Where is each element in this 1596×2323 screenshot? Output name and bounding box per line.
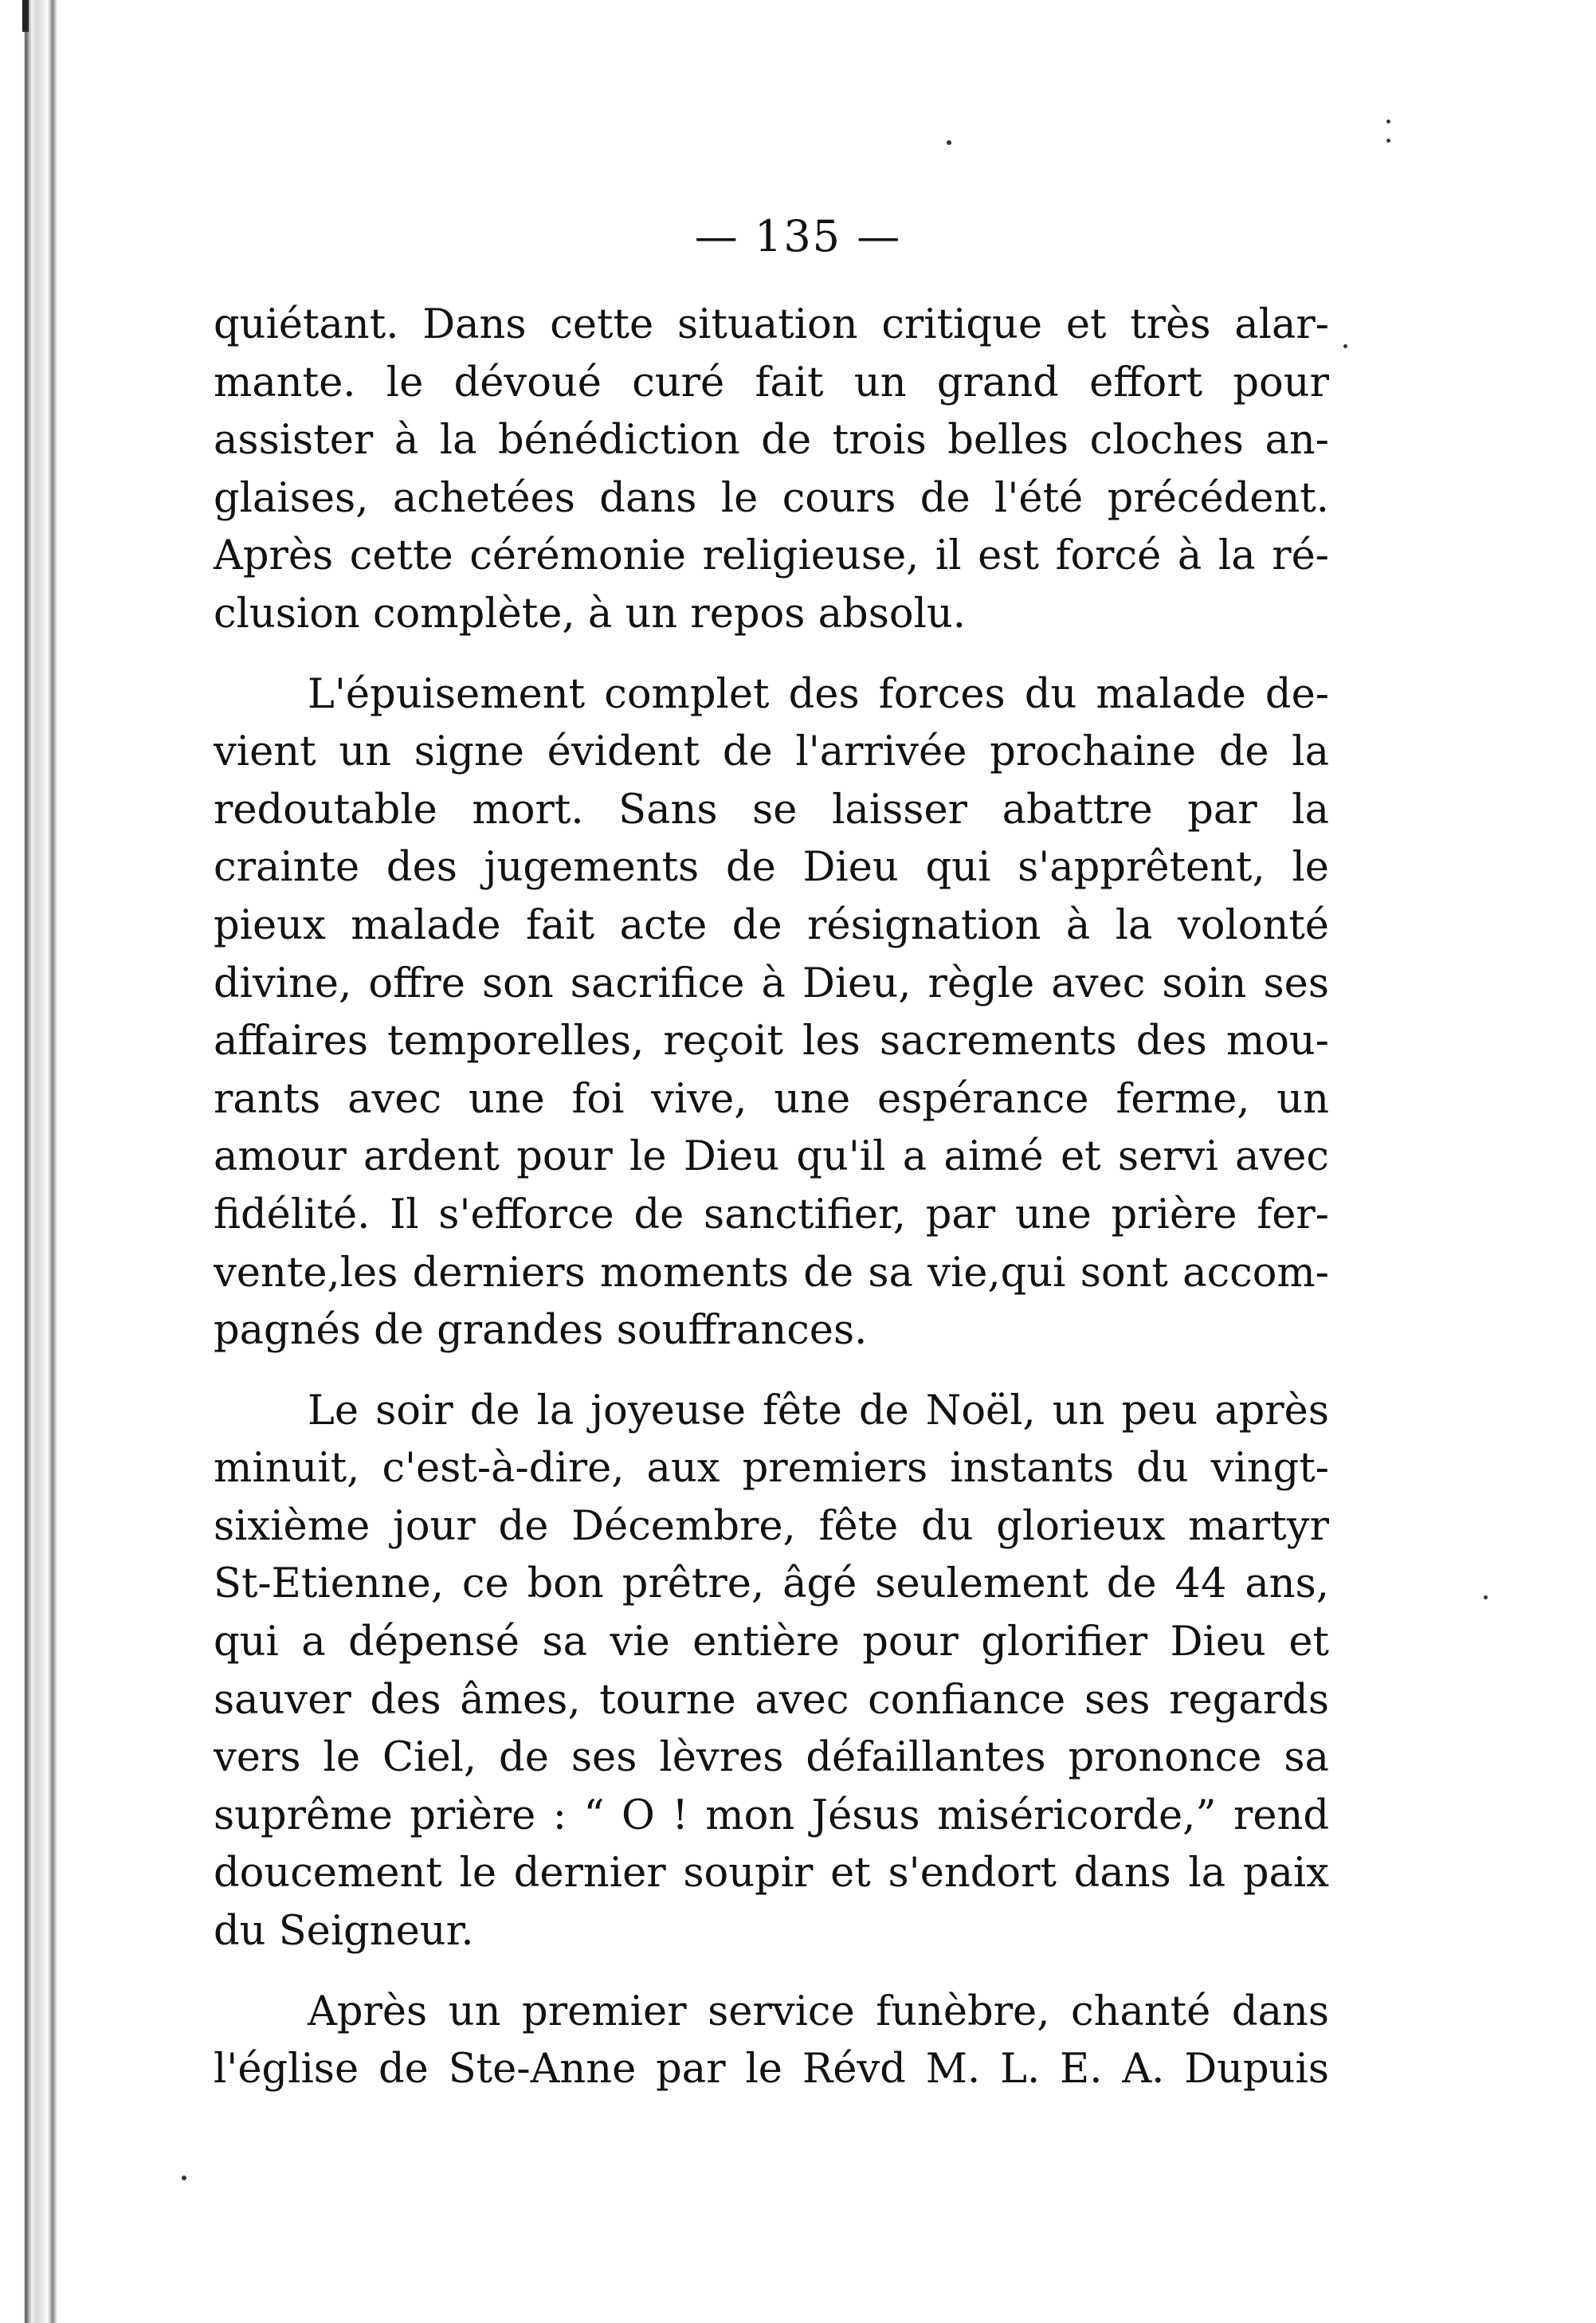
text-line: sauver des âmes, tourne avec confiance ses regards xyxy=(214,1676,1329,1724)
scan-speck xyxy=(1343,344,1347,348)
text-line: suprême prière : “ O ! mon Jésus miséricorde,” rend xyxy=(214,1791,1329,1839)
text-line: vente,les derniers moments de sa vie,qui sont accom- xyxy=(214,1249,1329,1297)
text-line: pieux malade fait acte de résignation à la volonté xyxy=(214,901,1329,949)
text-line: mante. le dévoué curé fait un grand effort pour xyxy=(214,359,1329,406)
text-line: du Seigneur. xyxy=(214,1908,474,1956)
text-line: affaires temporelles, reçoit les sacrements des mou- xyxy=(214,1018,1329,1065)
text-line: l'église de Ste-Anne par le Révd M. L. E. A. Dupuis xyxy=(214,2046,1329,2093)
scan-speck xyxy=(1484,1595,1488,1599)
text-line: pagnés de grandes souffrances. xyxy=(214,1307,868,1355)
text-line: L'épuisement complet des forces du malade de- xyxy=(308,670,1329,718)
body-text xyxy=(214,296,1329,2121)
text-line: quiétant. Dans cette situation critique et très alar- xyxy=(214,301,1329,348)
text-line: assister à la bénédiction de trois belles cloches an- xyxy=(214,417,1329,465)
page-number: — 135 — xyxy=(694,211,902,261)
text-line: Le soir de la joyeuse fête de Noël, un peu après xyxy=(308,1387,1329,1434)
scan-speck xyxy=(182,2176,186,2180)
paragraph xyxy=(214,1383,1329,1961)
paragraph xyxy=(214,666,1329,1360)
text-line: amour ardent pour le Dieu qu'il a aimé et servi avec xyxy=(214,1133,1329,1181)
text-line: minuit, c'est-à-dire, aux premiers instants du vingt- xyxy=(214,1445,1329,1493)
text-line: redoutable mort. Sans se laisser abattre par la xyxy=(214,786,1329,834)
text-line: sixième jour de Décembre, fête du glorieux martyr xyxy=(214,1502,1329,1550)
text-line: Après un premier service funèbre, chanté dans xyxy=(308,1987,1329,2035)
text-line: fidélité. Il s'efforce de sanctifier, par une prière fer- xyxy=(214,1191,1329,1238)
scan-binding-edge xyxy=(0,0,72,2323)
text-line: vers le Ciel, de ses lèvres défaillantes prononce sa xyxy=(214,1734,1329,1782)
paragraph xyxy=(214,296,1329,644)
text-line: divine, offre son sacrifice à Dieu, règle avec soin ses xyxy=(214,959,1329,1007)
text-line: crainte des jugements de Dieu qui s'apprêtent, le xyxy=(214,844,1329,892)
scan-speck xyxy=(1386,139,1390,143)
text-line: clusion complète, à un repos absolu. xyxy=(214,590,966,638)
text-line: glaises, achetées dans le cours de l'été précédent. xyxy=(214,474,1329,522)
text-line: qui a dépensé sa vie entière pour glorifier Dieu et xyxy=(214,1619,1329,1666)
text-line: rants avec une foi vive, une espérance ferme, un xyxy=(214,1075,1329,1123)
text-line: doucement le dernier soupir et s'endort dans la paix xyxy=(214,1850,1329,1897)
scan-speck xyxy=(1386,120,1390,124)
scan-speck xyxy=(947,140,951,145)
paragraph xyxy=(214,1984,1329,2099)
text-line: St-Etienne, ce bon prêtre, âgé seulement de 44 ans, xyxy=(214,1560,1329,1608)
text-line: vient un signe évident de l'arrivée prochaine de la xyxy=(214,728,1329,776)
text-line: Après cette cérémonie religieuse, il est forcé à la ré- xyxy=(214,532,1329,580)
scan-binding-mark xyxy=(22,0,29,32)
